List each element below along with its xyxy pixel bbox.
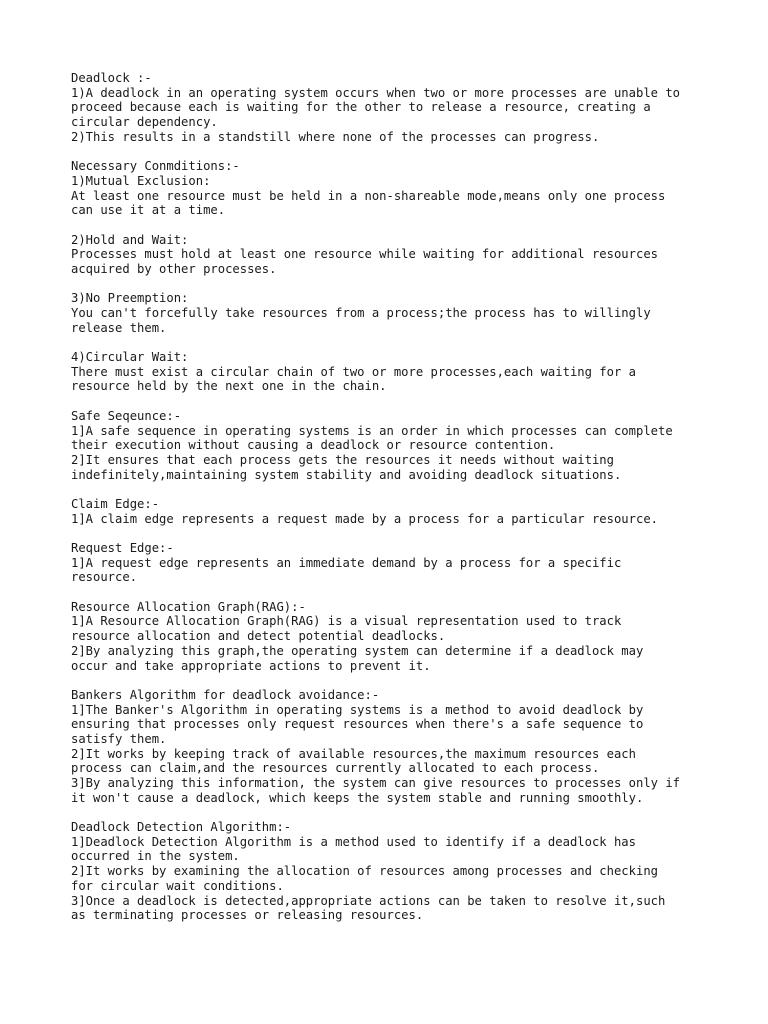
text-line: 1]A safe sequence in operating systems is an order in which processes can complete xyxy=(71,423,673,438)
text-line: 1]A request edge represents an immediate demand by a process for a specific xyxy=(71,555,622,570)
text-line: 1]A Resource Allocation Graph(RAG) is a visual representation used to track xyxy=(71,614,622,629)
text-line: 3]By analyzing this information, the system can give resources to processes only if xyxy=(71,776,681,790)
text-line: acquired by other processes. xyxy=(71,261,277,276)
text-line: as terminating processes or releasing resources. xyxy=(71,908,424,923)
text-line: 1)Mutual Exclusion: xyxy=(71,173,211,188)
section-bankers-algorithm xyxy=(71,688,751,806)
section-heading: 3)No Preemption: xyxy=(71,291,189,306)
section-hold-and-wait xyxy=(71,233,751,277)
text-line: 2]By analyzing this graph,the operating system can determine if a deadlock may xyxy=(71,643,644,658)
text-line: resource held by the next one in the chain. xyxy=(71,379,387,394)
section-necessary-conditions xyxy=(71,159,751,218)
text-line: occur and take appropriate actions to prevent it. xyxy=(71,658,431,673)
section-heading: Deadlock Detection Algorithm:- xyxy=(71,820,292,835)
text-line: ensuring that processes only request resources when there's a safe sequence to xyxy=(71,717,644,732)
section-heading: Claim Edge:- xyxy=(71,496,160,511)
section-request-edge xyxy=(71,541,751,585)
section-safe-sequence xyxy=(71,409,751,482)
section-heading: Safe Seqeunce:- xyxy=(71,408,182,423)
text-line: 2]It ensures that each process gets the resources it needs without waiting xyxy=(71,452,614,467)
text-line: satisfy them. xyxy=(71,731,167,746)
document-body xyxy=(71,71,751,938)
section-resource-allocation-graph xyxy=(71,600,751,673)
text-line: proceed because each is waiting for the other to release a resource, creating a xyxy=(71,100,651,115)
text-line: occurred in the system. xyxy=(71,849,240,864)
text-line: You can't forcefully take resources from a process;the process has to willingly xyxy=(71,306,651,320)
text-line: their execution without causing a deadlock or resource contention. xyxy=(71,438,556,453)
section-circular-wait xyxy=(71,350,751,394)
section-heading: Necessary Conmditions:- xyxy=(71,159,240,174)
text-line: release them. xyxy=(71,320,167,335)
text-line: 1)A deadlock in an operating system occurs when two or more processes are unable to xyxy=(71,85,681,100)
section-claim-edge xyxy=(71,497,751,526)
text-line: 1]The Banker's Algorithm in operating systems is a method to avoid deadlock by xyxy=(71,702,644,717)
text-line: process can claim,and the resources currently allocated to each process. xyxy=(71,761,600,776)
section-heading: Deadlock :- xyxy=(71,71,152,85)
section-heading: Request Edge:- xyxy=(71,541,174,555)
section-heading: 4)Circular Wait: xyxy=(71,350,189,365)
text-line: Processes must hold at least one resource while waiting for additional resources xyxy=(71,247,658,262)
text-line: 1]Deadlock Detection Algorithm is a method used to identify if a deadlock has xyxy=(71,834,636,849)
text-line: 3]Once a deadlock is detected,appropriate actions can be taken to resolve it,such xyxy=(71,893,666,908)
text-line: 2]It works by keeping track of available resources,the maximum resources each xyxy=(71,746,636,761)
text-line: can use it at a time. xyxy=(71,203,226,218)
section-no-preemption xyxy=(71,291,751,335)
section-heading: Bankers Algorithm for deadlock avoidance:- xyxy=(71,687,380,702)
section-deadlock xyxy=(71,71,751,144)
text-line: 1]A claim edge represents a request made by a process for a particular resource. xyxy=(71,511,658,526)
section-deadlock-detection xyxy=(71,820,751,923)
text-line: indefinitely,maintaining system stability and avoiding deadlock situations. xyxy=(71,467,622,482)
text-line: it won't cause a deadlock, which keeps the system stable and running smoothly. xyxy=(71,790,644,805)
text-line: circular dependency. xyxy=(71,115,218,130)
text-line: for circular wait conditions. xyxy=(71,878,284,893)
text-line: 2)This results in a standstill where none of the processes can progress. xyxy=(71,129,600,144)
text-line: There must exist a circular chain of two or more processes,each waiting for a xyxy=(71,364,636,379)
text-line: resource. xyxy=(71,570,138,585)
text-line: 2]It works by examining the allocation of resources among processes and checking xyxy=(71,864,658,879)
text-line: At least one resource must be held in a non-shareable mode,means only one process xyxy=(71,188,666,203)
text-line: resource allocation and detect potential deadlocks. xyxy=(71,629,446,644)
section-heading: 2)Hold and Wait: xyxy=(71,232,189,247)
section-heading: Resource Allocation Graph(RAG):- xyxy=(71,599,306,614)
